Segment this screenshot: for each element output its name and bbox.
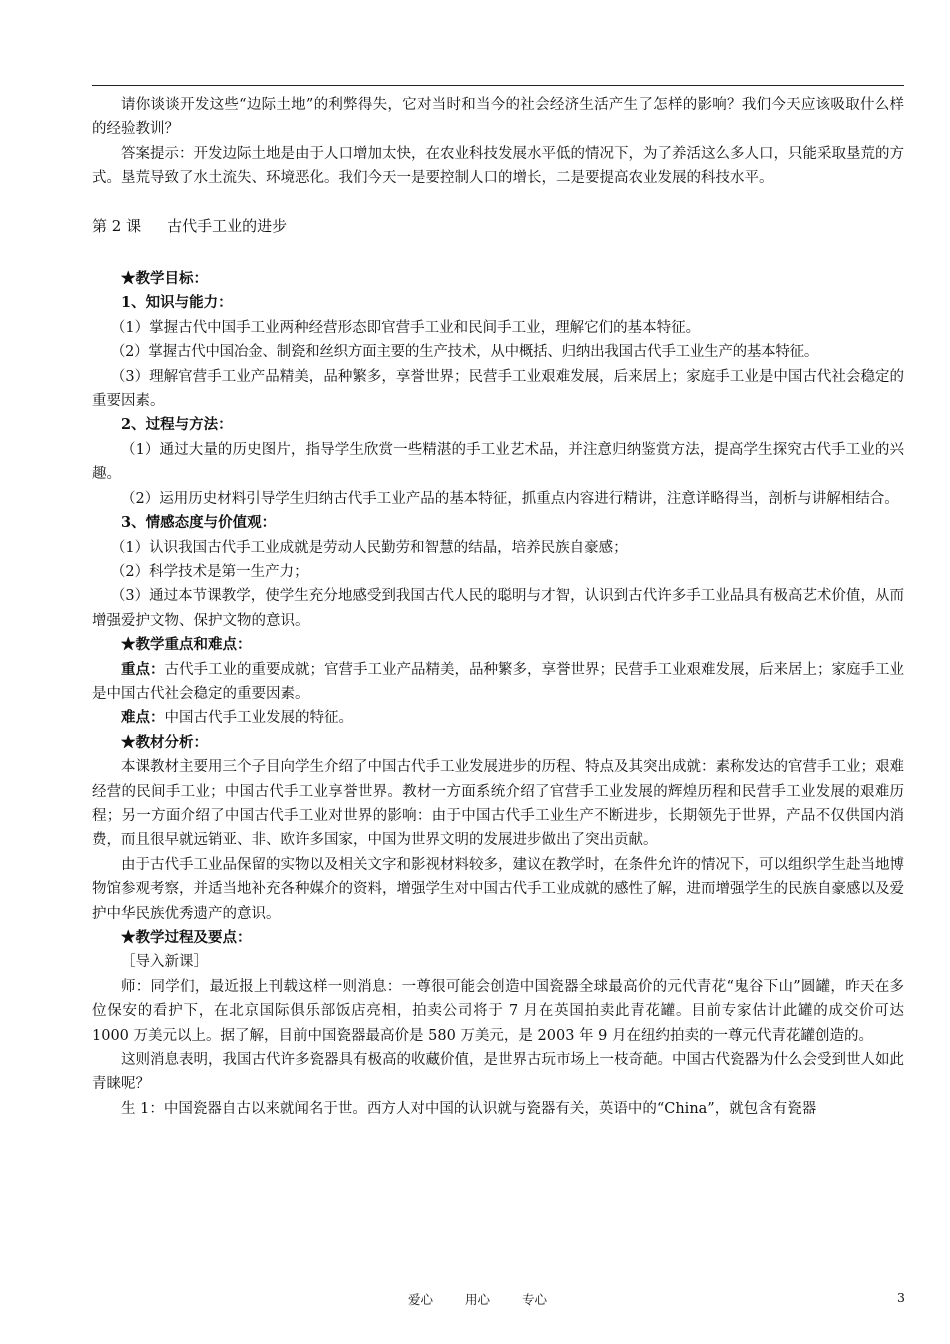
lesson-name: 古代手工业的进步 xyxy=(167,216,288,235)
teacher-paragraph: 师：同学们，最近报上刊载这样一则消息：一尊很可能会创造中国瓷器全球最高价的元代青花“鬼谷下山”圆罐，昨天在多位保安的看护下，在北京国际俱乐部饭店亮相，拍卖公司将于 7 月在英国拍卖此青花罐。目前专家估计此罐的成交价可达 1000 万美元以上。据了解，目前中国瓷器最高价是 580 万美元，是 2003 年 9 月在纽约拍卖的一尊元代青花罐创造的。 xyxy=(92,978,904,1044)
keypoints-heading: ★教学重点和难点： xyxy=(121,636,252,654)
difficulty-text: 中国古代手工业发展的特征。 xyxy=(164,710,353,727)
process-item: （2）运用历史材料引导学生归纳古代手工业产品的基本特征，抓重点内容进行精讲，注意详略得当，剖析与讲解相结合。 xyxy=(121,490,899,507)
process-heading: 2、过程与方法： xyxy=(121,416,233,434)
page-number: 3 xyxy=(897,1290,905,1305)
process-item: （1）通过大量的历史图片，指导学生欣赏一些精湛的手工业艺术品，并注意归纳鉴赏方法，提高学生探究古代手工业的兴趣。 xyxy=(92,441,904,483)
objectives-heading: ★教学目标： xyxy=(121,270,208,288)
footer-item: 专心 xyxy=(522,1292,548,1307)
analysis-paragraph: 本课教材主要用三个子目向学生介绍了中国古代手工业发展进步的历程、特点及其突出成就：素称发达的官营手工业；艰难经营的民间手工业；中国古代手工业享誉世界。教材一方面系统介绍了官营手工业发展的辉煌历程和民营手工业发展的艰难历程；另一方面介绍了中国古代手工业对世界的影响：由于中国古代手工业生产不断进步，长期领先于世界，产品不仅供国内消费，而且很早就远销亚、非、欧许多国家，中国为世界文明的发展进步做出了突出贡献。 xyxy=(92,759,904,849)
knowledge-heading: 1、知识与能力： xyxy=(121,294,233,312)
footer-item: 用心 xyxy=(465,1292,491,1307)
emotion-heading: 3、情感态度与价值观： xyxy=(121,514,277,532)
difficulty-paragraph xyxy=(92,706,904,730)
analysis-paragraph: 由于古代手工业品保留的实物以及相关文字和影视材料较多，建议在教学时，在条件允许的情况下，可以组织学生赴当地博物馆参观考察，并适当地补充各种媒介的资料，增强学生对中国古代手工业成就的感性了解，进而增强学生的民族自豪感以及爱护中华民族优秀遗产的意识。 xyxy=(92,856,904,922)
footer-motto xyxy=(408,1290,579,1308)
focus-text: 古代手工业的重要成就；官营手工业产品精美，品种繁多，享誉世界；民营手工业艰难发展，后来居上；家庭手工业是中国古代社会稳定的重要因素。 xyxy=(92,661,904,702)
message-paragraph: 这则消息表明，我国古代许多瓷器具有极高的收藏价值，是世界古玩市场上一枝奇葩。中国古代瓷器为什么会受到世人如此青睐呢？ xyxy=(92,1052,904,1093)
focus-paragraph xyxy=(92,658,904,707)
intro-section-label: ［导入新课］ xyxy=(121,954,208,971)
emotion-item: （1）认识我国古代手工业成就是劳动人民勤劳和智慧的结晶，培养民族自豪感； xyxy=(110,539,628,556)
knowledge-item: （3）理解官营手工业产品精美，品种繁多，享誉世界；民营手工业艰难发展，后来居上；家庭手工业是中国古代社会稳定的重要因素。 xyxy=(92,368,904,410)
footer-item: 爱心 xyxy=(408,1292,434,1307)
focus-label: 重点： xyxy=(121,660,165,678)
analysis-heading: ★教材分析： xyxy=(121,733,208,751)
intro-answer: 答案提示：开发边际土地是由于人口增加太快，在农业科技发展水平低的情况下，为了养活这么多人口，只能采取垦荒的方式。垦荒导致了水土流失、环境恶化。我们今天一是要控制人口的增长，二是要提高农业发展的科技水平。 xyxy=(92,145,904,187)
lesson-number: 第 2 课 xyxy=(92,216,142,235)
page-content xyxy=(92,93,904,1121)
emotion-item: （3）通过本节课教学，使学生充分地感受到我国古代人民的聪明与才智，认识到古代许多手工业品具有极高艺术价值，从而增强爱护文物、保护文物的意识。 xyxy=(92,588,904,629)
header-rule xyxy=(92,85,904,86)
procedure-heading: ★教学过程及要点： xyxy=(121,929,252,946)
lesson-title xyxy=(92,214,904,238)
student-paragraph: 生 1：中国瓷器自古以来就闻名于世。西方人对中国的认识就与瓷器有关，英语中的“China”，就包含有瓷器 xyxy=(121,1100,817,1117)
knowledge-item: （1）掌握古代中国手工业两种经营形态即官营手工业和民间手工业，理解它们的基本特征。 xyxy=(110,319,701,336)
emotion-item: （2）科学技术是第一生产力； xyxy=(110,563,309,580)
difficulty-label: 难点： xyxy=(121,709,165,727)
knowledge-item: （2）掌握古代中国冶金、制瓷和丝织方面主要的生产技术，从中概括、归纳出我国古代手工业生产的基本特征。 xyxy=(110,344,819,361)
intro-question: 请你谈谈开发这些“边际土地”的利弊得失，它对当时和当今的社会经济生活产生了怎样的影响？我们今天应该吸取什么样的经验教训？ xyxy=(92,97,904,138)
